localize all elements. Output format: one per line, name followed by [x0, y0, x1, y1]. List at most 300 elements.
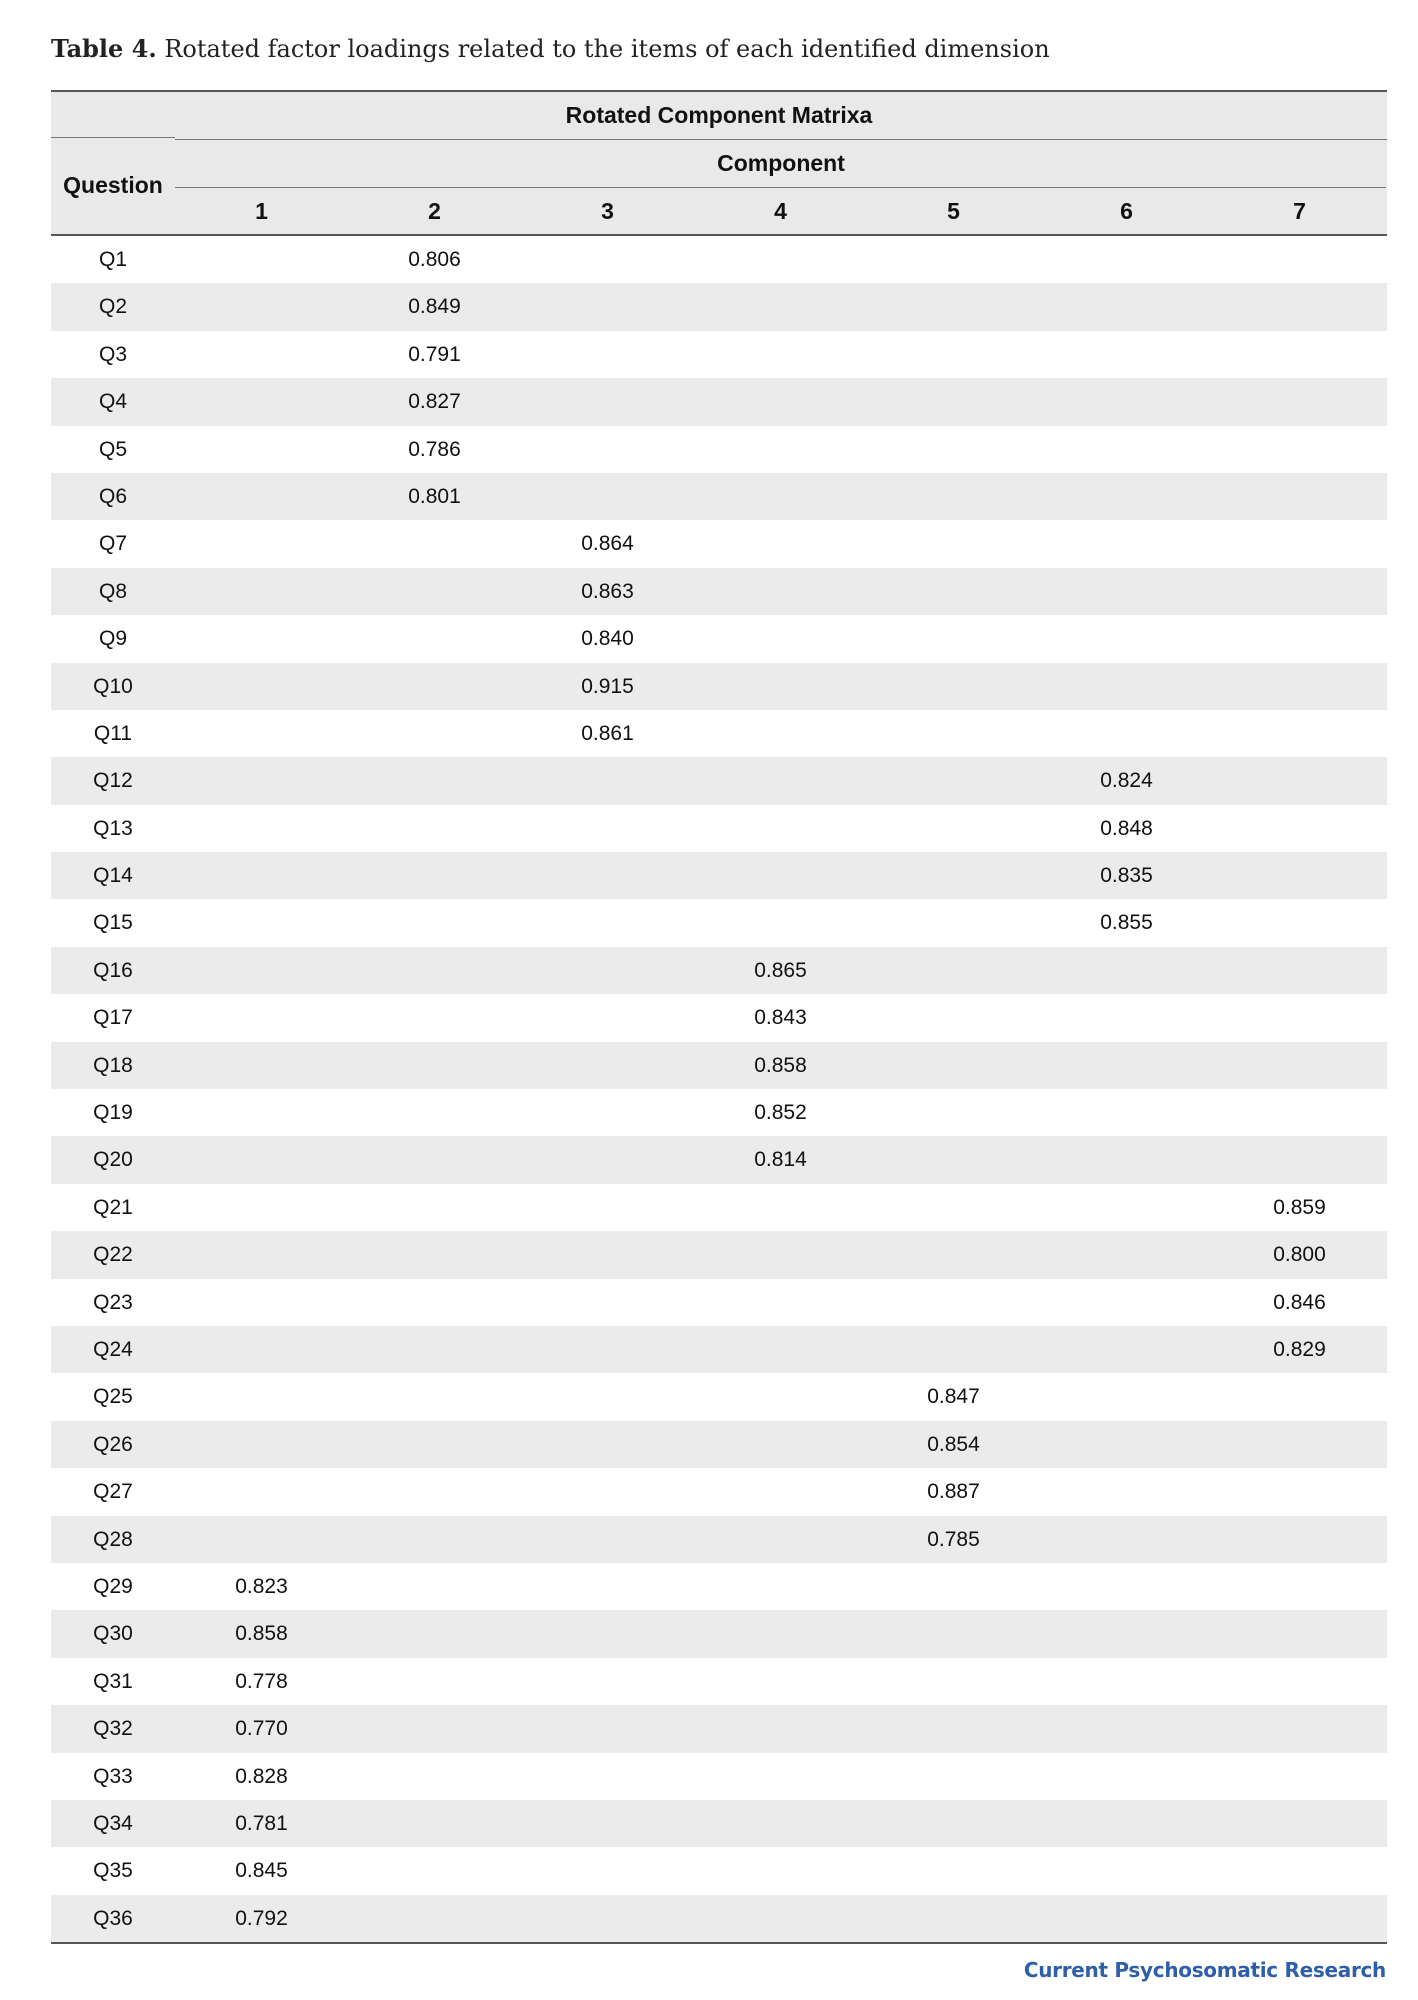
- empty-cell: [348, 757, 521, 804]
- table-row: [51, 852, 1387, 899]
- empty-cell: [1040, 1563, 1213, 1610]
- empty-cell: [348, 663, 521, 710]
- empty-cell: [1040, 1895, 1213, 1942]
- empty-cell: [694, 520, 867, 567]
- empty-cell: [521, 331, 694, 378]
- question-label: Q15: [93, 911, 133, 935]
- question-label: Q36: [93, 1906, 133, 1930]
- question-label: Q35: [93, 1859, 133, 1883]
- empty-cell: [867, 1800, 1040, 1847]
- empty-cell: [867, 947, 1040, 994]
- empty-cell: [867, 1705, 1040, 1752]
- empty-cell: [867, 568, 1040, 615]
- empty-cell: [521, 1184, 694, 1231]
- question-label: Q29: [93, 1574, 133, 1598]
- empty-cell: [1040, 1705, 1213, 1752]
- table-row: [51, 236, 1387, 283]
- empty-cell: [521, 236, 694, 283]
- empty-cell: [521, 283, 694, 330]
- empty-cell: [694, 1610, 867, 1657]
- loading-value: 0.840: [581, 627, 634, 651]
- table-row: [51, 1610, 1387, 1657]
- empty-cell: [867, 1089, 1040, 1136]
- empty-cell: [1040, 1847, 1213, 1894]
- question-label: Q13: [93, 816, 133, 840]
- empty-cell: [1213, 805, 1386, 852]
- question-label: Q5: [98, 437, 127, 461]
- empty-cell: [694, 1373, 867, 1420]
- question-label: Q27: [93, 1480, 133, 1504]
- empty-cell: [348, 1468, 521, 1515]
- empty-cell: [1213, 473, 1386, 520]
- empty-cell: [1213, 852, 1386, 899]
- empty-cell: [175, 331, 348, 378]
- question-label: Q25: [93, 1385, 133, 1409]
- table-row: [51, 331, 1387, 378]
- table-row: [51, 615, 1387, 662]
- empty-cell: [348, 615, 521, 662]
- empty-cell: [175, 710, 348, 757]
- empty-cell: [175, 805, 348, 852]
- empty-cell: [521, 1705, 694, 1752]
- table-row: [51, 1705, 1387, 1752]
- empty-cell: [867, 520, 1040, 567]
- empty-cell: [867, 663, 1040, 710]
- empty-cell: [694, 1563, 867, 1610]
- empty-cell: [694, 426, 867, 473]
- empty-cell: [1213, 1136, 1386, 1183]
- empty-cell: [521, 994, 694, 1041]
- empty-cell: [1040, 1610, 1213, 1657]
- loading-value: 0.828: [235, 1764, 288, 1788]
- question-label: Q14: [93, 864, 133, 888]
- question-label: Q2: [98, 295, 127, 319]
- table-row: [51, 947, 1387, 994]
- empty-cell: [694, 1468, 867, 1515]
- empty-cell: [348, 1847, 521, 1894]
- empty-cell: [694, 757, 867, 804]
- empty-cell: [521, 947, 694, 994]
- empty-cell: [348, 1705, 521, 1752]
- empty-cell: [1040, 1373, 1213, 1420]
- table-row: [51, 520, 1387, 567]
- table-row: [51, 1800, 1387, 1847]
- table-row: [51, 1658, 1387, 1705]
- empty-cell: [348, 1231, 521, 1278]
- empty-cell: [1213, 1468, 1386, 1515]
- loading-value: 0.849: [408, 295, 461, 319]
- empty-cell: [1213, 520, 1386, 567]
- empty-cell: [521, 1516, 694, 1563]
- component-group-header: Component: [717, 150, 845, 176]
- empty-cell: [175, 378, 348, 425]
- component-group-row: [51, 139, 1387, 187]
- loading-value: 0.781: [235, 1811, 288, 1835]
- empty-cell: [1213, 1847, 1386, 1894]
- empty-cell: [867, 1279, 1040, 1326]
- empty-cell: [521, 1136, 694, 1183]
- empty-cell: [1213, 331, 1386, 378]
- question-label: Q7: [98, 532, 127, 556]
- empty-cell: [521, 899, 694, 946]
- empty-cell: [867, 331, 1040, 378]
- question-label: Q33: [93, 1764, 133, 1788]
- empty-cell: [521, 1847, 694, 1894]
- empty-cell: [1213, 1610, 1386, 1657]
- empty-cell: [521, 1658, 694, 1705]
- empty-cell: [348, 899, 521, 946]
- empty-cell: [867, 757, 1040, 804]
- table-bottom-rule: [51, 1942, 1387, 1944]
- component-header-5: 5: [947, 198, 960, 224]
- empty-cell: [175, 947, 348, 994]
- empty-cell: [867, 473, 1040, 520]
- loading-value: 0.859: [1273, 1195, 1326, 1219]
- loading-value: 0.915: [581, 674, 634, 698]
- loading-value: 0.861: [581, 721, 634, 745]
- table-caption: [51, 34, 1050, 63]
- empty-cell: [867, 283, 1040, 330]
- empty-cell: [694, 1705, 867, 1752]
- empty-cell: [348, 1184, 521, 1231]
- loading-value: 0.806: [408, 248, 461, 271]
- empty-cell: [694, 663, 867, 710]
- empty-cell: [175, 1042, 348, 1089]
- empty-cell: [348, 1658, 521, 1705]
- empty-cell: [1040, 1042, 1213, 1089]
- empty-cell: [175, 1184, 348, 1231]
- loading-value: 0.855: [1100, 911, 1153, 935]
- question-label: Q8: [98, 579, 127, 603]
- loading-value: 0.791: [408, 342, 461, 366]
- empty-cell: [867, 1563, 1040, 1610]
- loading-value: 0.864: [581, 532, 634, 556]
- question-label: Q3: [98, 342, 127, 366]
- empty-cell: [694, 710, 867, 757]
- empty-cell: [521, 1753, 694, 1800]
- journal-name: Current Psychosomatic Research: [1023, 1958, 1386, 1982]
- table-row: [51, 1468, 1387, 1515]
- empty-cell: [348, 994, 521, 1041]
- empty-cell: [175, 1279, 348, 1326]
- question-label: Q26: [93, 1432, 133, 1456]
- question-label: Q34: [93, 1811, 133, 1835]
- question-label: Q21: [93, 1195, 133, 1219]
- component-number-headers: [175, 187, 1386, 234]
- empty-cell: [694, 1847, 867, 1894]
- empty-cell: [175, 994, 348, 1041]
- component-header-2: 2: [428, 198, 441, 224]
- empty-cell: [521, 1373, 694, 1420]
- empty-cell: [521, 805, 694, 852]
- empty-cell: [1040, 378, 1213, 425]
- empty-cell: [348, 1089, 521, 1136]
- table-row: [51, 1136, 1387, 1183]
- empty-cell: [867, 378, 1040, 425]
- question-label: Q10: [93, 674, 133, 698]
- table-row: [51, 378, 1387, 425]
- loading-value: 0.843: [754, 1006, 807, 1030]
- empty-cell: [1213, 710, 1386, 757]
- table-row: [51, 426, 1387, 473]
- empty-cell: [694, 1895, 867, 1942]
- empty-cell: [175, 615, 348, 662]
- empty-cell: [867, 615, 1040, 662]
- empty-cell: [348, 1563, 521, 1610]
- empty-cell: [1040, 710, 1213, 757]
- empty-cell: [1213, 615, 1386, 662]
- table-caption-text: Rotated factor loadings related to the items of each identified dimension: [156, 35, 1050, 63]
- empty-cell: [1213, 236, 1386, 283]
- empty-cell: [867, 710, 1040, 757]
- empty-cell: [348, 1326, 521, 1373]
- question-label: Q1: [98, 248, 127, 271]
- component-header-7: 7: [1293, 198, 1306, 224]
- loading-value: 0.863: [581, 579, 634, 603]
- empty-cell: [348, 1279, 521, 1326]
- empty-cell: [175, 283, 348, 330]
- empty-cell: [348, 1042, 521, 1089]
- component-header-6: 6: [1120, 198, 1133, 224]
- empty-cell: [694, 331, 867, 378]
- empty-cell: [1040, 1089, 1213, 1136]
- empty-cell: [1213, 1042, 1386, 1089]
- empty-cell: [1213, 378, 1386, 425]
- table-row: [51, 805, 1387, 852]
- empty-cell: [175, 663, 348, 710]
- empty-cell: [694, 1658, 867, 1705]
- empty-cell: [1040, 520, 1213, 567]
- empty-cell: [694, 378, 867, 425]
- empty-cell: [694, 899, 867, 946]
- table-row: [51, 757, 1387, 804]
- loading-value: 0.847: [927, 1385, 980, 1409]
- loading-value: 0.848: [1100, 816, 1153, 840]
- loading-value: 0.824: [1100, 769, 1153, 793]
- empty-cell: [521, 1610, 694, 1657]
- empty-cell: [867, 994, 1040, 1041]
- empty-cell: [175, 473, 348, 520]
- question-label: Q16: [93, 958, 133, 982]
- loading-value: 0.845: [235, 1859, 288, 1883]
- table-row: [51, 283, 1387, 330]
- empty-cell: [348, 1421, 521, 1468]
- empty-cell: [175, 426, 348, 473]
- empty-cell: [348, 710, 521, 757]
- empty-cell: [1213, 1705, 1386, 1752]
- loading-value: 0.854: [927, 1432, 980, 1456]
- empty-cell: [175, 1516, 348, 1563]
- empty-cell: [348, 947, 521, 994]
- empty-cell: [1040, 1184, 1213, 1231]
- question-label: Q17: [93, 1006, 133, 1030]
- question-label: Q4: [98, 390, 127, 414]
- empty-cell: [521, 1042, 694, 1089]
- empty-cell: [867, 1658, 1040, 1705]
- empty-cell: [694, 1184, 867, 1231]
- loading-value: 0.887: [927, 1480, 980, 1504]
- loading-value: 0.858: [754, 1053, 807, 1077]
- component-header-3: 3: [601, 198, 614, 224]
- loading-value: 0.835: [1100, 864, 1153, 888]
- empty-cell: [521, 1895, 694, 1942]
- empty-cell: [521, 852, 694, 899]
- empty-cell: [1040, 426, 1213, 473]
- table-row: [51, 1184, 1387, 1231]
- table-row: [51, 1847, 1387, 1894]
- table-row: [51, 663, 1387, 710]
- question-column-header: Question: [51, 137, 175, 232]
- table-body: [51, 236, 1387, 1942]
- loading-value: 0.801: [408, 484, 461, 508]
- loading-value: 0.792: [235, 1906, 288, 1930]
- empty-cell: [694, 805, 867, 852]
- table-row: [51, 899, 1387, 946]
- loading-value: 0.829: [1273, 1337, 1326, 1361]
- empty-cell: [1213, 1089, 1386, 1136]
- empty-cell: [175, 1373, 348, 1420]
- empty-cell: [867, 426, 1040, 473]
- empty-cell: [867, 236, 1040, 283]
- table-row: [51, 1089, 1387, 1136]
- empty-cell: [521, 378, 694, 425]
- question-label: Q9: [98, 627, 127, 651]
- empty-cell: [175, 852, 348, 899]
- empty-cell: [1040, 615, 1213, 662]
- empty-cell: [867, 1042, 1040, 1089]
- empty-cell: [1040, 568, 1213, 615]
- empty-cell: [1040, 283, 1213, 330]
- question-label: Q23: [93, 1290, 133, 1314]
- table-row: [51, 994, 1387, 1041]
- empty-cell: [1213, 283, 1386, 330]
- empty-cell: [348, 1610, 521, 1657]
- table-row: [51, 1373, 1387, 1420]
- empty-cell: [694, 1421, 867, 1468]
- empty-cell: [521, 1800, 694, 1847]
- empty-cell: [694, 1231, 867, 1278]
- question-label: Q20: [93, 1148, 133, 1172]
- empty-cell: [1040, 331, 1213, 378]
- empty-cell: [867, 1326, 1040, 1373]
- table-title: Rotated Component Matrixa: [565, 102, 873, 128]
- loading-value: 0.858: [235, 1622, 288, 1646]
- empty-cell: [1040, 1326, 1213, 1373]
- empty-cell: [1040, 236, 1213, 283]
- empty-cell: [348, 520, 521, 567]
- empty-cell: [175, 899, 348, 946]
- loading-value: 0.786: [408, 437, 461, 461]
- empty-cell: [694, 473, 867, 520]
- question-label: Q12: [93, 769, 133, 793]
- empty-cell: [521, 426, 694, 473]
- component-header-4: 4: [774, 198, 787, 224]
- empty-cell: [1213, 568, 1386, 615]
- empty-cell: [348, 568, 521, 615]
- empty-cell: [175, 757, 348, 804]
- empty-cell: [521, 1468, 694, 1515]
- empty-cell: [521, 1563, 694, 1610]
- empty-cell: [521, 757, 694, 804]
- empty-cell: [348, 852, 521, 899]
- empty-cell: [1040, 663, 1213, 710]
- rotated-component-matrix-table: [51, 90, 1387, 1944]
- loading-value: 0.778: [235, 1669, 288, 1693]
- empty-cell: [867, 1753, 1040, 1800]
- empty-cell: [175, 1089, 348, 1136]
- table-title-row: [51, 90, 1387, 139]
- empty-cell: [175, 568, 348, 615]
- empty-cell: [1040, 1136, 1213, 1183]
- empty-cell: [348, 1373, 521, 1420]
- question-label: Q22: [93, 1243, 133, 1267]
- empty-cell: [867, 1610, 1040, 1657]
- table-row: [51, 1563, 1387, 1610]
- empty-cell: [694, 568, 867, 615]
- empty-cell: [694, 236, 867, 283]
- question-label: Q6: [98, 484, 127, 508]
- empty-cell: [1213, 1895, 1386, 1942]
- empty-cell: [867, 1231, 1040, 1278]
- empty-cell: [1213, 757, 1386, 804]
- empty-cell: [1213, 1373, 1386, 1420]
- empty-cell: [175, 1468, 348, 1515]
- empty-cell: [1040, 947, 1213, 994]
- empty-cell: [348, 1800, 521, 1847]
- empty-cell: [1040, 1516, 1213, 1563]
- loading-value: 0.785: [927, 1527, 980, 1551]
- empty-cell: [521, 1279, 694, 1326]
- empty-cell: [348, 1516, 521, 1563]
- empty-cell: [867, 899, 1040, 946]
- empty-cell: [694, 283, 867, 330]
- empty-cell: [694, 1326, 867, 1373]
- empty-cell: [1213, 994, 1386, 1041]
- table-row: [51, 1895, 1387, 1942]
- empty-cell: [348, 805, 521, 852]
- empty-cell: [1213, 1421, 1386, 1468]
- component-number-row: [51, 187, 1387, 236]
- empty-cell: [1040, 1658, 1213, 1705]
- empty-cell: [867, 852, 1040, 899]
- empty-cell: [175, 1421, 348, 1468]
- empty-cell: [175, 1136, 348, 1183]
- question-label: Q11: [93, 721, 133, 745]
- empty-cell: [867, 1847, 1040, 1894]
- empty-cell: [1040, 994, 1213, 1041]
- question-label: Q19: [93, 1101, 133, 1125]
- empty-cell: [1040, 1800, 1213, 1847]
- empty-cell: [1040, 1468, 1213, 1515]
- table-row: [51, 568, 1387, 615]
- loading-value: 0.865: [754, 958, 807, 982]
- empty-cell: [348, 1753, 521, 1800]
- empty-cell: [694, 615, 867, 662]
- empty-cell: [867, 1136, 1040, 1183]
- empty-cell: [1213, 1563, 1386, 1610]
- empty-cell: [1213, 899, 1386, 946]
- table-row: [51, 1042, 1387, 1089]
- table-row: [51, 1421, 1387, 1468]
- empty-cell: [521, 473, 694, 520]
- empty-cell: [1040, 1753, 1213, 1800]
- component-header-1: 1: [255, 198, 268, 224]
- empty-cell: [1213, 663, 1386, 710]
- empty-cell: [521, 1231, 694, 1278]
- empty-cell: [175, 236, 348, 283]
- empty-cell: [175, 520, 348, 567]
- question-label: Q30: [93, 1622, 133, 1646]
